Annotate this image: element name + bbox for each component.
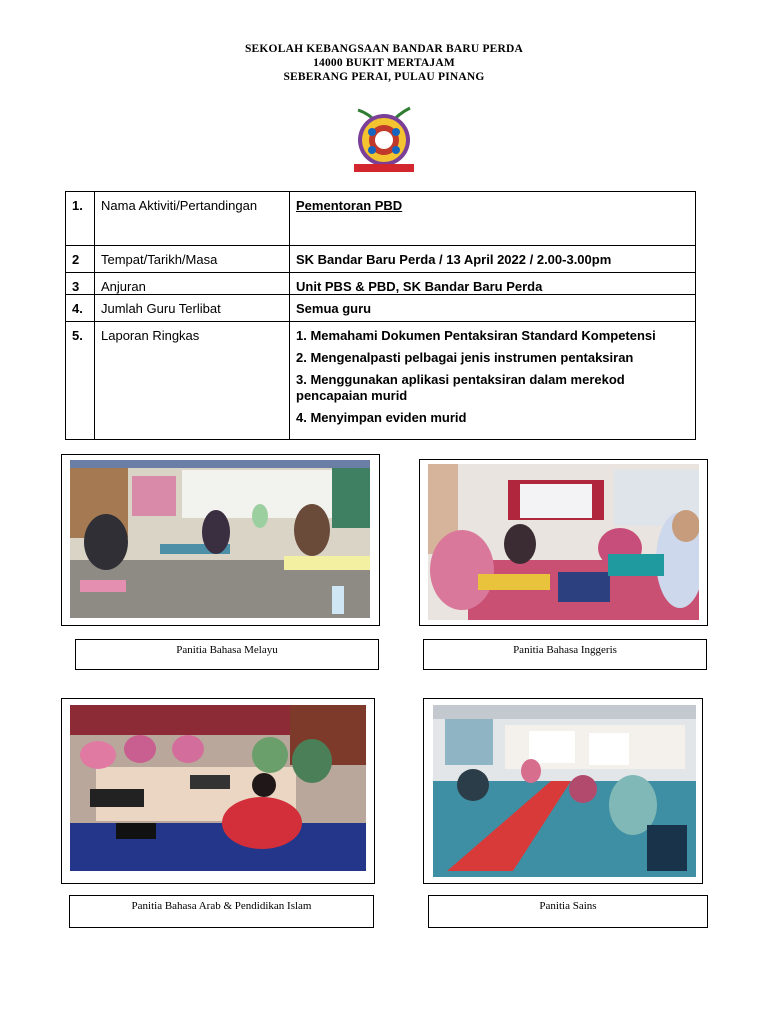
row-value: Semua guru — [290, 295, 696, 322]
row-number: 3 — [66, 273, 95, 295]
row-value — [290, 192, 696, 246]
row-number: 4. — [66, 295, 95, 322]
photo-caption: Panitia Bahasa Melayu — [75, 639, 379, 670]
table-row — [66, 273, 696, 295]
report-point: 4. Menyimpan eviden murid — [296, 410, 467, 425]
report-point: 3. Menggunakan aplikasi pentaksiran dalam merekod pencapaian murid — [296, 372, 625, 403]
row-label: Jumlah Guru Terlibat — [95, 295, 290, 322]
photo-caption: Panitia Sains — [428, 895, 708, 928]
photo-caption: Panitia Bahasa Inggeris — [423, 639, 707, 670]
activity-info-table — [65, 191, 696, 440]
row-label: Anjuran — [95, 273, 290, 295]
row-label: Laporan Ringkas — [95, 322, 290, 440]
table-row — [66, 192, 696, 246]
report-point: 2. Mengenalpasti pelbagai jenis instrumen pentaksiran — [296, 350, 634, 365]
school-region: SEBERANG PERAI, PULAU PINANG — [283, 71, 485, 83]
school-crest-icon — [348, 104, 420, 176]
photo-bahasa-inggeris — [419, 459, 708, 626]
school-name: SEKOLAH KEBANGSAAN BANDAR BARU PERDA — [244, 43, 524, 55]
photo-sains — [423, 698, 703, 884]
report-point: 1. Memahami Dokumen Pentaksiran Standard Kompetensi — [296, 328, 656, 343]
row-number: 2 — [66, 246, 95, 273]
row-number: 5. — [66, 322, 95, 440]
activity-name: Pementoran PBD — [296, 198, 403, 213]
row-number: 1. — [66, 192, 95, 246]
row-value — [290, 322, 696, 440]
photo-caption: Panitia Bahasa Arab & Pendidikan Islam — [69, 895, 374, 928]
table-row — [66, 322, 696, 440]
table-row — [66, 295, 696, 322]
photo-bahasa-melayu — [61, 454, 380, 626]
photo-bahasa-arab-pendidikan-islam — [61, 698, 375, 884]
row-value: Unit PBS & PBD, SK Bandar Baru Perda — [290, 273, 696, 295]
school-postcode-city: 14000 BUKIT MERTAJAM — [313, 57, 455, 69]
school-header — [0, 42, 768, 84]
table-row — [66, 246, 696, 273]
row-label: Tempat/Tarikh/Masa — [95, 246, 290, 273]
row-label: Nama Aktiviti/Pertandingan — [95, 192, 290, 246]
row-value: SK Bandar Baru Perda / 13 April 2022 / 2.00-3.00pm — [290, 246, 696, 273]
